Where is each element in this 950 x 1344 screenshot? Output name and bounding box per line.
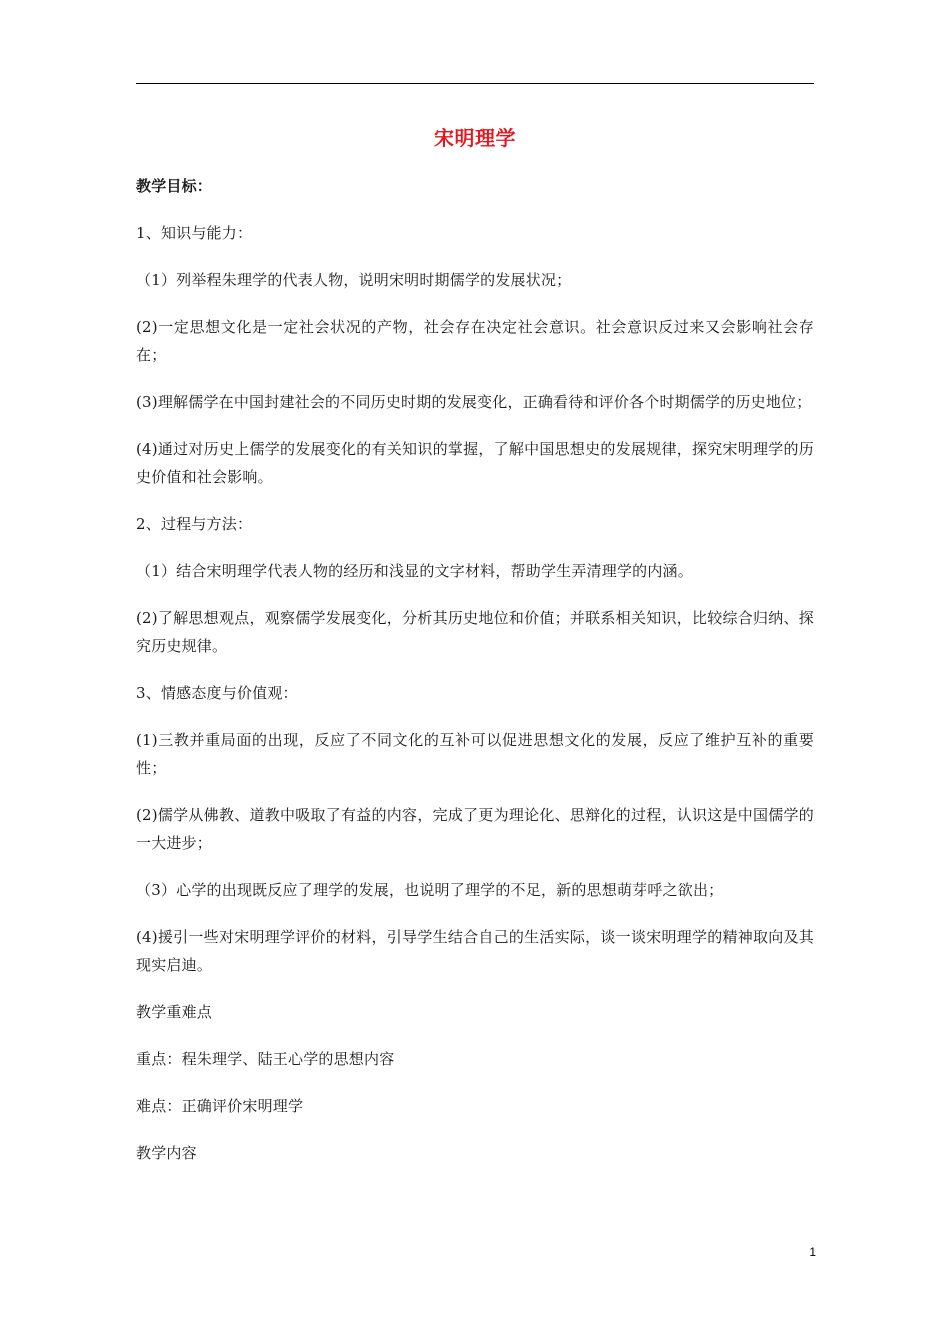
difficult-point: 难点：正确评价宋明理学 — [136, 1097, 304, 1115]
section-heading-key-points: 教学重难点 — [136, 1003, 213, 1021]
paragraph: (2)一定思想文化是一定社会状况的产物，社会存在决定社会意识。社会意识反过来又会影响社会存在； — [136, 318, 814, 364]
page-number: 1 — [809, 1245, 816, 1259]
section-heading-objectives: 教学目标： — [136, 177, 213, 195]
paragraph: （1）列举程朱理学的代表人物，说明宋明时期儒学的发展状况； — [136, 271, 572, 289]
paragraph: (2)了解思想观点，观察儒学发展变化，分析其历史地位和价值；并联系相关知识，比较综合归纳、探究历史规律。 — [136, 609, 814, 655]
header-rule — [136, 83, 814, 84]
paragraph: (1)三教并重局面的出现，反应了不同文化的互补可以促进思想文化的发展，反应了维护互补的重要性； — [136, 731, 814, 777]
paragraph: (2)儒学从佛教、道教中吸取了有益的内容，完成了更为理论化、思辩化的过程，认识这是中国儒学的一大进步； — [136, 806, 814, 852]
paragraph: (4)通过对历史上儒学的发展变化的有关知识的掌握，了解中国思想史的发展规律，探究宋明理学的历史价值和社会影响。 — [136, 440, 814, 486]
subheading-knowledge-ability: 1、知识与能力： — [136, 224, 253, 242]
paragraph: (4)援引一些对宋明理学评价的材料，引导学生结合自己的生活实际，谈一谈宋明理学的精神取向及其现实启迪。 — [136, 928, 814, 974]
section-heading-content: 教学内容 — [136, 1144, 197, 1162]
document-body — [136, 172, 814, 1186]
paragraph: （3）心学的出现既反应了理学的发展，也说明了理学的不足，新的思想萌芽呼之欲出； — [136, 881, 724, 899]
paragraph: (3)理解儒学在中国封建社会的不同历史时期的发展变化，正确看待和评价各个时期儒学的历史地位； — [136, 393, 812, 411]
subheading-emotion-values: 3、情感态度与价值观： — [136, 684, 298, 702]
key-point: 重点：程朱理学、陆王心学的思想内容 — [136, 1050, 395, 1068]
paragraph: （1）结合宋明理学代表人物的经历和浅显的文字材料，帮助学生弄清理学的内涵。 — [136, 562, 693, 580]
document-title: 宋明理学 — [434, 126, 516, 150]
subheading-process-method: 2、过程与方法： — [136, 515, 253, 533]
